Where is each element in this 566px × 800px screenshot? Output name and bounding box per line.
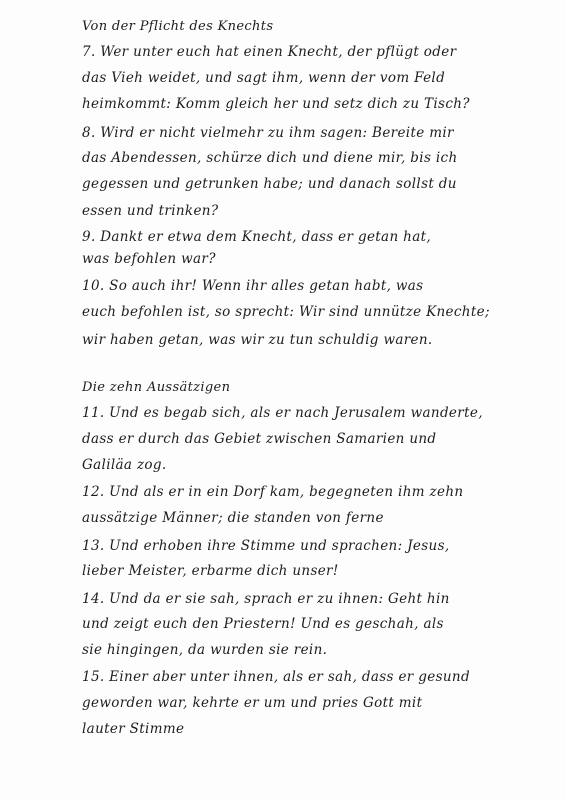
text-line: 13. Und erhoben ihre Stimme und sprachen: Jesus, bbox=[82, 538, 450, 554]
text-line: 9. Dankt er etwa dem Knecht, dass er getan hat, bbox=[82, 229, 432, 245]
text-line: und zeigt euch den Priestern! Und es geschah, als bbox=[82, 616, 444, 632]
text-line: geworden war, kehrte er um und pries Gott mit bbox=[82, 695, 423, 711]
text-line: was befohlen war? bbox=[82, 251, 216, 267]
text-line: sie hingingen, da wurden sie rein. bbox=[82, 642, 328, 658]
text-line: euch befohlen ist, so sprecht: Wir sind unnütze Knechte; bbox=[82, 304, 490, 320]
text-line: 15. Einer aber unter ihnen, als er sah, dass er gesund bbox=[82, 669, 470, 685]
text-line: 7. Wer unter euch hat einen Knecht, der pflügt oder bbox=[82, 44, 457, 60]
text-line: dass er durch das Gebiet zwischen Samarien und bbox=[82, 431, 437, 447]
text-line: 14. Und da er sie sah, sprach er zu ihnen: Geht hin bbox=[82, 591, 450, 607]
text-line: lauter Stimme bbox=[82, 721, 185, 737]
text-line: 12. Und als er in ein Dorf kam, begegneten ihm zehn bbox=[82, 484, 464, 500]
text-line: 11. Und es begab sich, als er nach Jerusalem wanderte, bbox=[82, 405, 483, 421]
text-line: aussätzige Männer; die standen von ferne bbox=[82, 510, 384, 526]
text-line: gegessen und getrunken habe; und danach sollst du bbox=[82, 176, 457, 192]
text-line: das Abendessen, schürze dich und diene mir, bis ich bbox=[82, 150, 458, 166]
text-line: 8. Wird er nicht vielmehr zu ihm sagen: Bereite mir bbox=[82, 125, 454, 141]
text-line: 10. So auch ihr! Wenn ihr alles getan habt, was bbox=[82, 278, 424, 294]
text-line: heimkommt: Komm gleich her und setz dich zu Tisch? bbox=[82, 96, 470, 112]
text-line: lieber Meister, erbarme dich unser! bbox=[82, 563, 339, 579]
text-line: essen und trinken? bbox=[82, 203, 219, 219]
section-heading: Die zehn Aussätzigen bbox=[82, 380, 231, 395]
text-line: wir haben getan, was wir zu tun schuldig waren. bbox=[82, 332, 433, 348]
section-heading: Von der Pflicht des Knechts bbox=[82, 19, 274, 34]
text-line: Galiläa zog. bbox=[82, 457, 167, 473]
text-line: das Vieh weidet, und sagt ihm, wenn der vom Feld bbox=[82, 70, 446, 86]
